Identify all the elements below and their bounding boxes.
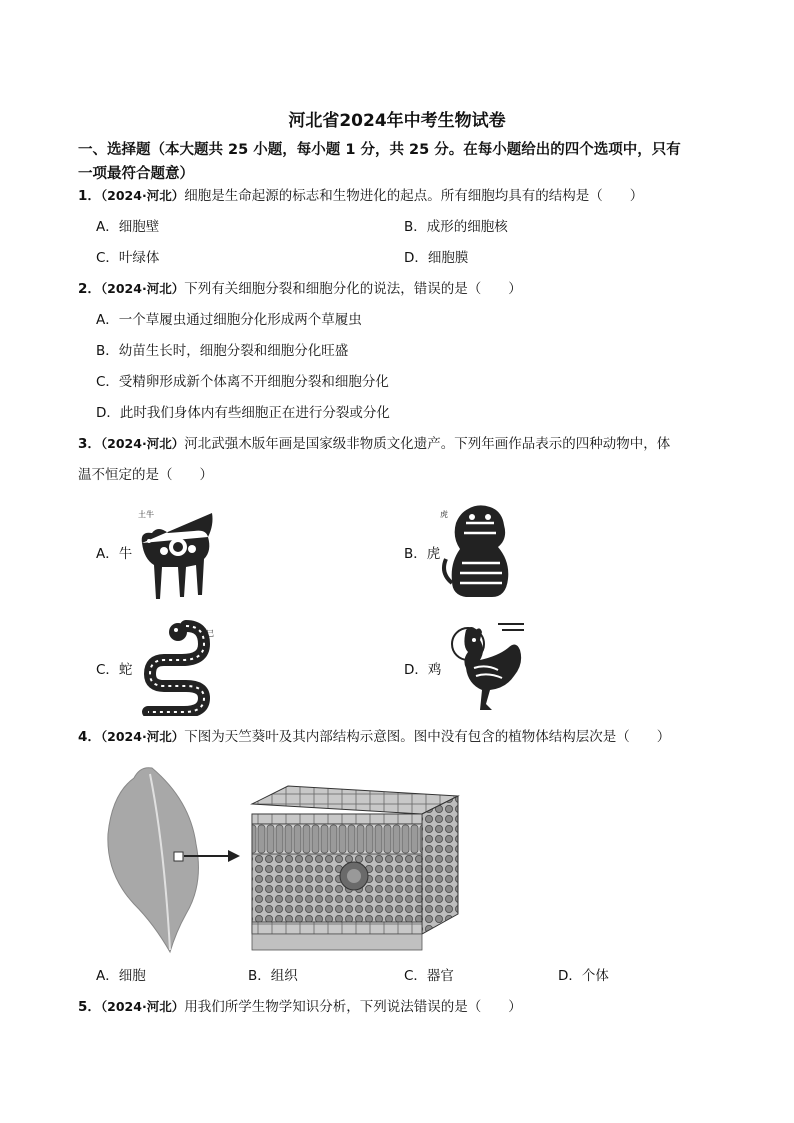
option-4c[interactable]: C．器官 (404, 968, 454, 984)
geranium-leaf-structure-figure (104, 764, 464, 958)
question-4 (78, 726, 670, 748)
question-number: 4． (78, 729, 101, 745)
option-4d[interactable]: D．个体 (558, 968, 609, 984)
question-number: 1． (78, 188, 101, 204)
question-stem: 河北武强木版年画是国家级非物质文化遗产。下列年画作品表示的四种动物中，体 (184, 436, 671, 452)
question-stem: 用我们所学生物学知识分析，下列说法错误的是（ ） (184, 999, 522, 1015)
option-2d[interactable]: D．此时我们身体内有些细胞正在进行分裂或分化 (96, 405, 390, 421)
question-source: （2024·河北） (100, 999, 185, 1014)
option-1c[interactable]: C．叶绿体 (96, 250, 160, 266)
question-3 (78, 433, 670, 455)
section-heading-line1: 一、选择题（本大题共 25 小题，每小题 1 分，共 25 分。在每小题给出的四个选项中，只有 (78, 142, 681, 158)
question-source: （2024·河北） (100, 436, 185, 451)
option-3c[interactable]: C．蛇 (96, 662, 133, 678)
option-2c[interactable]: C．受精卵形成新个体离不开细胞分裂和细胞分化 (96, 374, 389, 390)
ox-woodcut-image (134, 503, 216, 605)
option-3a[interactable]: A．牛 (96, 546, 133, 562)
option-1b[interactable]: B．成形的细胞核 (404, 219, 508, 235)
question-number: 2． (78, 281, 101, 297)
svg-text:虎: 虎 (440, 510, 448, 519)
question-stem: 下列有关细胞分裂和细胞分化的说法，错误的是（ ） (184, 281, 522, 297)
svg-text:土牛: 土牛 (138, 510, 154, 519)
snake-woodcut-image (134, 620, 216, 716)
option-2a[interactable]: A．一个草履虫通过细胞分化形成两个草履虫 (96, 312, 362, 328)
tiger-woodcut-image (438, 503, 520, 603)
rooster-woodcut-image (446, 620, 526, 716)
option-1d[interactable]: D．细胞膜 (404, 250, 469, 266)
question-stem: 细胞是生命起源的标志和生物进化的起点。所有细胞均具有的结构是（ ） (184, 188, 644, 204)
option-4b[interactable]: B．组织 (248, 968, 298, 984)
question-source: （2024·河北） (100, 281, 185, 296)
question-source: （2024·河北） (100, 729, 185, 744)
option-1a[interactable]: A．细胞壁 (96, 219, 160, 235)
section-heading-line2: 一项最符合题意） (78, 166, 194, 182)
option-3b[interactable]: B．虎 (404, 546, 441, 562)
question-number: 3． (78, 436, 101, 452)
svg-text:巳: 巳 (206, 629, 214, 638)
option-3d[interactable]: D．鸡 (404, 662, 442, 678)
question-number: 5． (78, 999, 101, 1015)
option-2b[interactable]: B．幼苗生长时，细胞分裂和细胞分化旺盛 (96, 343, 349, 359)
question-5 (78, 996, 522, 1018)
question-source: （2024·河北） (100, 188, 185, 203)
page-title: 河北省2024年中考生物试卷 (288, 111, 506, 131)
question-1 (78, 185, 643, 207)
question-2 (78, 278, 522, 300)
option-4a[interactable]: A．细胞 (96, 968, 146, 984)
question-3-stem-cont: 温不恒定的是（ ） (78, 467, 213, 483)
question-stem: 下图为天竺葵叶及其内部结构示意图。图中没有包含的植物体结构层次是（ ） (184, 729, 671, 745)
